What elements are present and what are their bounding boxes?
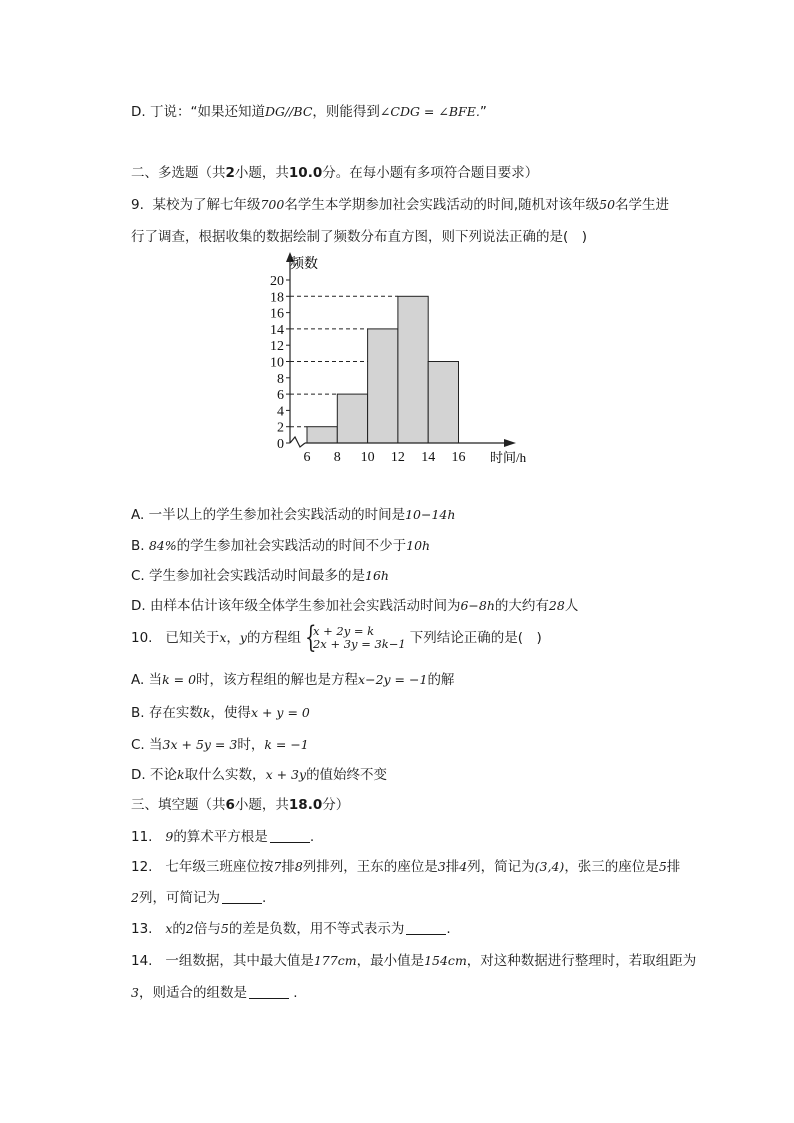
- x-tick-label-14: 14: [421, 450, 436, 465]
- q12-m6: 5: [658, 859, 667, 874]
- q10-option-b-label: B.: [131, 705, 145, 721]
- q13-answer-blank[interactable]: [406, 920, 446, 935]
- q10-eq2: 2x + 3y = 3k−1: [312, 637, 406, 651]
- histogram-chart: [250, 250, 540, 470]
- q9-stem-line1: [131, 195, 669, 215]
- q9-option-c-text: 学生参加社会实践活动时间最多的是: [149, 568, 366, 584]
- x-axis-arrow-icon: [504, 439, 516, 447]
- q9-stem-a: 某校为了解七年级: [152, 197, 261, 213]
- y-tick-label-0: 0: [277, 437, 284, 452]
- q12-m2: 8: [294, 859, 303, 874]
- q12-t3: 列排列，王东的座位是: [302, 859, 438, 875]
- q12-t6: ，张三的座位是: [564, 859, 659, 875]
- q10-option-c-text: 当: [149, 737, 163, 753]
- q13-number: 13.: [131, 921, 153, 937]
- y-tick-label-14: 14: [270, 322, 284, 338]
- histogram-bar-14-16: [428, 362, 458, 444]
- q13-m1: x: [165, 921, 173, 936]
- q8-option-d-text-end: ”: [479, 104, 487, 120]
- q10-option-c-label: C.: [131, 737, 145, 753]
- q12-line1: [131, 857, 680, 877]
- histogram-bars: [307, 296, 459, 443]
- q9-option-a-label: A.: [131, 507, 145, 523]
- q10-option-d-math: k: [176, 767, 185, 782]
- q10-option-c: [131, 735, 309, 755]
- q9-option-c-label: C.: [131, 568, 145, 584]
- section3-title-end: 分）: [322, 797, 350, 813]
- q11-text: 的算术平方根是: [173, 829, 268, 845]
- q13-m3: 5: [220, 921, 229, 936]
- q9-option-b: [131, 536, 430, 556]
- q10-option-b-math: k: [202, 705, 211, 720]
- q14-t3: ，对这种数据进行整理时，若取组距为: [466, 953, 697, 969]
- q14-m2: 154cm: [424, 953, 467, 968]
- histogram-bar-8-10: [337, 394, 367, 443]
- q10-option-a-text-c: 的解: [427, 672, 455, 688]
- x-tick-label-10: 10: [360, 450, 375, 465]
- q14-t2: ，最小值是: [356, 953, 425, 969]
- q9-option-d-text: 由样本估计该年级全体学生参加社会实践活动时间为: [149, 598, 461, 614]
- q13-t3: 的差是负数，用不等式表示为: [228, 921, 405, 937]
- q9-stem-line2: 行了调查，根据收集的数据绘制了频数分布直方图，则下列说法正确的是( ): [131, 229, 588, 245]
- q9-option-a-math: 10−14h: [405, 507, 456, 522]
- q14-end: .: [293, 985, 298, 1001]
- section2-score: 10.0: [288, 165, 323, 181]
- q12-m3: 3: [437, 859, 446, 874]
- q9-stem-b: 名学生本学期参加社会实践活动的时间,随机对该年级: [284, 197, 600, 213]
- q13-end: .: [446, 921, 451, 937]
- q10-option-a-math: k = 0: [162, 672, 197, 687]
- q10-eq1: x + 2y = k: [312, 624, 375, 638]
- q13-m2: 2: [185, 921, 194, 936]
- q12-line2: [131, 888, 266, 908]
- q13-t1: 的: [172, 921, 186, 937]
- q9-option-c-math: 16h: [365, 568, 389, 583]
- q9-stem-n2: 50: [599, 197, 616, 212]
- q10-option-d-text-b: 取什么实数，: [184, 767, 266, 783]
- q14-answer-blank[interactable]: [249, 984, 289, 999]
- q13: [131, 919, 451, 939]
- q9-number: 9.: [131, 197, 144, 213]
- section3-title-start: 三、填空题（共: [131, 797, 226, 813]
- q10-option-d-text: 不论: [149, 767, 177, 783]
- q9-option-b-label: B.: [131, 538, 145, 554]
- q12-t7: 排: [666, 859, 681, 875]
- q9-option-d: [131, 596, 578, 616]
- q9-stem-c: 名学生进: [615, 197, 670, 213]
- y-tick-label-12: 12: [270, 339, 284, 355]
- section2-count: 2: [225, 165, 235, 181]
- q14-line2-m: 3: [131, 985, 139, 1000]
- y-tick-label-10: 10: [270, 355, 284, 371]
- histogram-bar-12-14: [398, 296, 428, 443]
- q10-number: 10.: [131, 630, 153, 646]
- q12-line2-t: 列，可简记为: [138, 890, 220, 906]
- q10-option-d-math2: x + 3y: [265, 767, 307, 782]
- q12-t5: 列，简记为: [467, 859, 535, 875]
- q12-t1: 七年级三班座位按: [165, 859, 274, 875]
- q8-option-d-math2: ∠CDG = ∠BFE.: [379, 104, 480, 119]
- axis-break-icon: [290, 437, 305, 447]
- q10-option-d-label: D.: [131, 767, 146, 783]
- q9-option-a-text: 一半以上的学生参加社会实践活动的时间是: [148, 507, 406, 523]
- section3-heading: [131, 795, 349, 815]
- q12-line2-m: 2: [131, 890, 139, 905]
- q10-option-d-text-c: 的值始终不变: [306, 767, 388, 783]
- q12-end: .: [261, 890, 267, 906]
- q13-t2: 倍与: [193, 921, 221, 937]
- q12-m5: (3,4): [534, 859, 565, 874]
- histogram-x-label: 时间/h: [490, 450, 527, 465]
- y-tick-label-2: 2: [277, 420, 284, 436]
- q12-t2: 排: [281, 859, 295, 875]
- histogram-y-ticks: [270, 274, 290, 452]
- q10-stem-a: 已知关于: [165, 630, 220, 646]
- q10-sep: ，: [226, 630, 240, 646]
- y-tick-label-16: 16: [270, 306, 284, 322]
- q8-option-d-label: D. 丁说：: [131, 104, 191, 120]
- q11: [131, 827, 314, 847]
- q9-option-d-math: 6−8h: [460, 598, 495, 613]
- q11-math: 9: [165, 829, 174, 844]
- q10-option-a-text-b: 时，该方程组的解也是方程: [196, 672, 359, 688]
- q10-var-y: y: [239, 630, 247, 645]
- histogram-bar-6-8: [307, 427, 337, 443]
- q10-option-a: [131, 670, 454, 690]
- y-tick-label-18: 18: [270, 290, 284, 306]
- section2-title-mid: 小题，共: [234, 165, 289, 181]
- q9-option-a: [131, 505, 455, 525]
- q10-option-c-math: 3x + 5y = 3: [162, 737, 238, 752]
- brace-icon: {: [304, 620, 317, 655]
- q14-t1: 一组数据，其中最大值是: [165, 953, 314, 969]
- q8-option-d-math1: DG//BC: [264, 104, 313, 119]
- x-tick-label-16: 16: [451, 450, 466, 465]
- q9-option-b-math: 84%: [148, 538, 177, 553]
- section2-title-end: 分。在每小题有多项符合题目要求）: [322, 165, 539, 181]
- y-tick-label-6: 6: [277, 388, 284, 404]
- q8-option-d-text-mid: ，则能得到: [312, 104, 380, 120]
- q9-option-b-text: 的学生参加社会实践活动的时间不少于: [176, 538, 407, 554]
- q10-option-a-label: A.: [131, 672, 145, 688]
- q12-answer-blank[interactable]: [222, 889, 262, 904]
- section2-title-start: 二、多选题（共: [131, 165, 226, 181]
- x-tick-label-8: 8: [333, 450, 341, 465]
- q14-m1: 177cm: [313, 953, 357, 968]
- q14-line2: [131, 983, 298, 1003]
- y-tick-label-20: 20: [270, 274, 284, 289]
- q14-line1: [131, 951, 696, 971]
- y-tick-label-4: 4: [277, 404, 284, 420]
- q11-end: .: [309, 829, 315, 845]
- q10-option-a-math2: x−2y = −1: [358, 672, 428, 687]
- q11-answer-blank[interactable]: [270, 828, 310, 843]
- q10-option-b: [131, 703, 310, 723]
- histogram-bar-10-12: [368, 329, 398, 443]
- q12-t4: 排: [445, 859, 460, 875]
- q9-option-d-label: D.: [131, 598, 146, 614]
- q12-number: 12.: [131, 859, 153, 875]
- q9-option-c: [131, 566, 389, 586]
- q9-option-d-math2: 28: [548, 598, 565, 613]
- q10-option-c-math2: k = −1: [264, 737, 309, 752]
- q12-m4: 4: [459, 859, 468, 874]
- q9-stem-n1: 700: [260, 197, 285, 212]
- q10-stem-c: 下列结论正确的是( ): [409, 630, 542, 646]
- q9-option-d-text-b: 的大约有: [494, 598, 549, 614]
- x-tick-label-12: 12: [390, 450, 405, 465]
- q10-stem-b: 的方程组: [246, 630, 301, 646]
- q8-option-d: [131, 102, 487, 122]
- q8-option-d-text: “如果还知道: [190, 104, 265, 120]
- section3-count: 6: [225, 797, 235, 813]
- x-tick-label-6: 6: [303, 450, 311, 465]
- q14-number: 14.: [131, 953, 153, 969]
- q10-option-b-text: 存在实数: [148, 705, 203, 721]
- section2-heading: [131, 163, 538, 183]
- q10-option-c-text-b: 时，: [237, 737, 265, 753]
- section3-title-mid: 小题，共: [234, 797, 289, 813]
- histogram-y-label: 频数: [290, 257, 318, 272]
- q12-m1: 7: [273, 859, 282, 874]
- q10-option-a-text: 当: [148, 672, 163, 688]
- q10-option-b-text-b: ，使得: [210, 705, 251, 721]
- histogram-x-ticks: [304, 450, 466, 465]
- q9-option-b-math2: 10h: [406, 538, 431, 553]
- section3-score: 18.0: [288, 797, 323, 813]
- y-tick-label-8: 8: [277, 371, 284, 387]
- q10-option-d: [131, 765, 387, 785]
- q9-option-d-text-c: 人: [564, 598, 579, 614]
- q10-var-x: x: [219, 630, 227, 645]
- q14-line2-t: ，则适合的组数是: [138, 985, 247, 1001]
- q11-number: 11.: [131, 829, 153, 845]
- q10-equation-system: [304, 620, 406, 655]
- q10-stem: [131, 620, 542, 655]
- q10-option-b-math2: x + y = 0: [250, 705, 310, 720]
